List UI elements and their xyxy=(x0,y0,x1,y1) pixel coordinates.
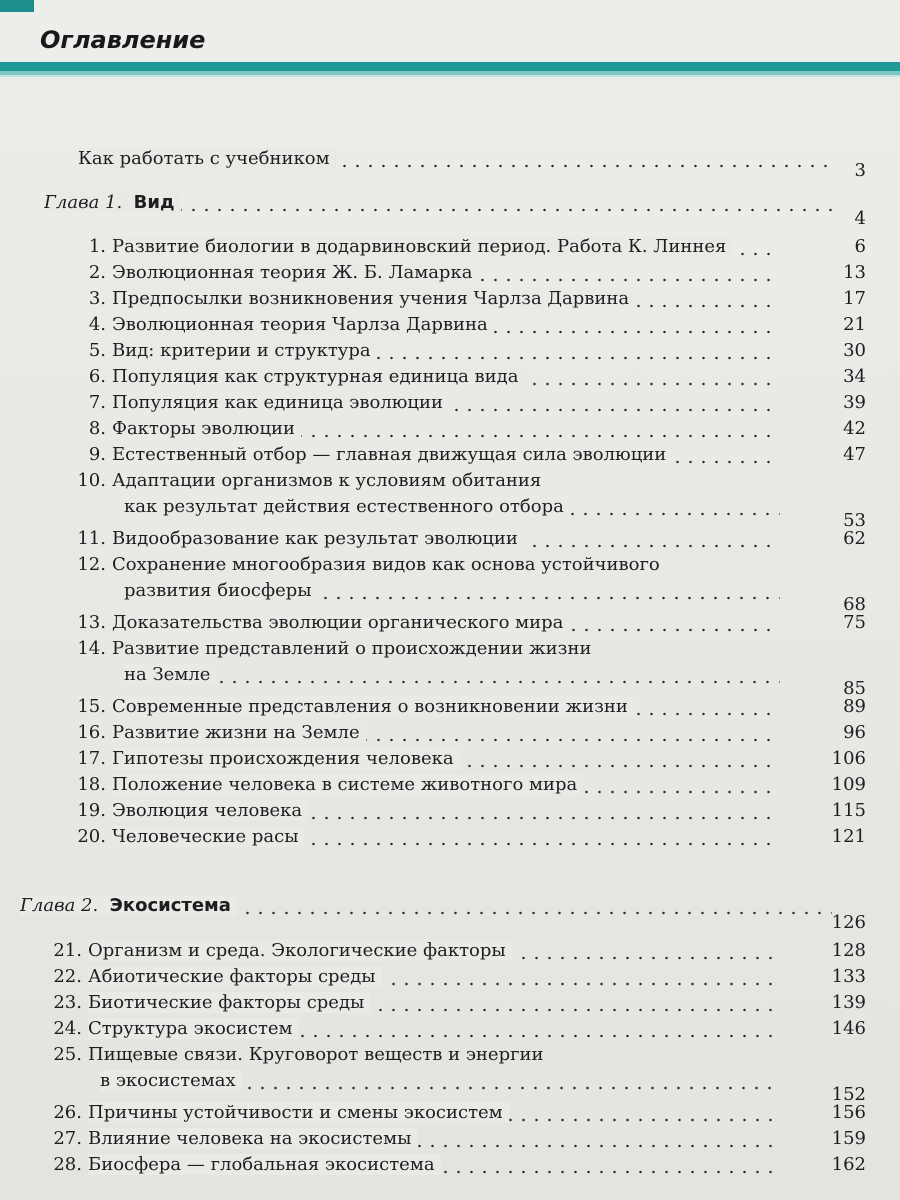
toc-entry-page: 13 xyxy=(843,262,866,283)
toc-entry-page: 47 xyxy=(843,444,866,465)
toc-entry[interactable] xyxy=(0,578,866,615)
toc-entry-label: Развитие жизни на Земле xyxy=(112,722,366,743)
toc-entry-number: 9. xyxy=(88,444,106,465)
chapter-page: 4 xyxy=(854,208,866,229)
toc-entry-label: Абиотические факторы среды xyxy=(88,966,382,987)
toc-entry-page: 42 xyxy=(843,418,866,439)
toc-entry[interactable] xyxy=(0,964,866,990)
toc-entry-page: 115 xyxy=(831,800,866,821)
toc-entry-number: 18. xyxy=(77,774,106,795)
toc-entry-number: 8. xyxy=(88,418,106,439)
toc-entry-number: 3. xyxy=(88,288,106,309)
toc-entry[interactable] xyxy=(0,260,866,286)
toc-entry-page: 133 xyxy=(831,966,866,987)
toc-entry-number: 7. xyxy=(88,392,106,413)
toc-entry-label: Вид: критерии и структура xyxy=(112,340,377,361)
toc-entry-label: Популяция как структурная единица вида xyxy=(112,366,525,387)
toc-entry-page: 106 xyxy=(831,748,866,769)
toc-entry-label: Доказательства эволюции органического мира xyxy=(112,612,569,633)
toc-entry-label: Как работать с учебником xyxy=(78,148,336,169)
toc-entry-number: 16. xyxy=(77,722,106,743)
toc-entry-number: 14. xyxy=(77,638,106,659)
toc-entry-label: Развитие биологии в додарвиновский период. Работа К. Линнея xyxy=(112,236,732,257)
toc-entry[interactable] xyxy=(0,312,866,338)
toc-entry-label: Эволюционная теория Ж. Б. Ламарка xyxy=(112,262,478,283)
toc-entry-label[interactable]: Сохранение многообразия видов как основа устойчивого xyxy=(112,554,660,575)
toc-entry-page: 53 xyxy=(843,510,866,531)
toc-entry-page: 34 xyxy=(843,366,866,387)
toc-entry-number: 22. xyxy=(53,966,82,987)
toc-entry[interactable] xyxy=(0,1152,866,1178)
header-band-pale xyxy=(0,75,900,77)
toc-entry[interactable] xyxy=(0,390,866,416)
toc-entry-label-continued: на Земле xyxy=(124,664,216,685)
toc-entry-page: 156 xyxy=(831,1102,866,1123)
toc-entry-page: 89 xyxy=(843,696,866,717)
toc-entry-page: 152 xyxy=(831,1084,866,1105)
toc-entry-label: Влияние человека на экосистемы xyxy=(88,1128,417,1149)
toc-entry-page: 6 xyxy=(854,236,866,257)
toc-entry-label: Эволюционная теория Чарлза Дарвина xyxy=(112,314,494,335)
toc-entry-number: 4. xyxy=(88,314,106,335)
toc-entry-page: 96 xyxy=(843,722,866,743)
toc-entry[interactable] xyxy=(0,1100,866,1126)
toc-entry[interactable] xyxy=(0,526,866,552)
toc-entry-number: 5. xyxy=(88,340,106,361)
toc-entry-label: Факторы эволюции xyxy=(112,418,301,439)
toc-entry-page: 159 xyxy=(831,1128,866,1149)
toc-entry-label: Биотические факторы среды xyxy=(88,992,370,1013)
toc-entry-page: 21 xyxy=(843,314,866,335)
toc-entry-page: 85 xyxy=(843,678,866,699)
toc-entry-label-continued: развития биосферы xyxy=(124,580,318,601)
toc-entry-label: Причины устойчивости и смены экосистем xyxy=(88,1102,509,1123)
toc-entry-number: 11. xyxy=(77,528,106,549)
toc-entry-label: Биосфера — глобальная экосистема xyxy=(88,1154,441,1175)
toc-entry-page: 17 xyxy=(843,288,866,309)
toc-entry-label: Положение человека в системе животного мира xyxy=(112,774,583,795)
toc-entry-label[interactable]: Развитие представлений о происхождении жизни xyxy=(112,638,592,659)
toc-entry-page: 128 xyxy=(831,940,866,961)
toc-entry[interactable] xyxy=(0,1068,866,1105)
corner-color-mark xyxy=(0,0,34,12)
toc-entry[interactable] xyxy=(0,610,866,636)
toc-entry-label-continued: в экосистемах xyxy=(100,1070,242,1091)
toc-entry[interactable] xyxy=(0,338,866,364)
toc-entry-label: Структура экосистем xyxy=(88,1018,299,1039)
toc-entry-label: Популяция как единица эволюции xyxy=(112,392,449,413)
toc-entry-number: 12. xyxy=(77,554,106,575)
header-band xyxy=(0,62,900,71)
toc-entry-page: 39 xyxy=(843,392,866,413)
toc-entry-label: Естественный отбор — главная движущая сила эволюции xyxy=(112,444,672,465)
page-title: Оглавление xyxy=(40,26,206,54)
toc-entry-page: 30 xyxy=(843,340,866,361)
toc-entry-label: Эволюция человека xyxy=(112,800,308,821)
toc-entry-number: 17. xyxy=(77,748,106,769)
toc-entry-number: 20. xyxy=(77,826,106,847)
toc-entry-page: 139 xyxy=(831,992,866,1013)
toc-entry[interactable] xyxy=(0,286,866,312)
toc-entry[interactable] xyxy=(0,1126,866,1152)
toc-entry-number: 25. xyxy=(53,1044,82,1065)
chapter-name: Экосистема xyxy=(109,895,231,916)
toc-entry-label: Современные представления о возникновении жизни xyxy=(112,696,634,717)
chapter-page: 126 xyxy=(831,912,866,933)
toc-entry[interactable] xyxy=(0,494,866,531)
toc-entry-label: Организм и среда. Экологические факторы xyxy=(88,940,512,961)
toc-entry[interactable] xyxy=(0,798,866,824)
toc-entry-number: 26. xyxy=(53,1102,82,1123)
toc-entry[interactable] xyxy=(0,746,866,772)
toc-entry-number: 2. xyxy=(88,262,106,283)
chapter-prefix: Глава 2. xyxy=(20,895,99,916)
toc-entry-number: 27. xyxy=(53,1128,82,1149)
toc-entry-page: 75 xyxy=(843,612,866,633)
toc-entry[interactable] xyxy=(0,694,866,720)
toc-entry[interactable] xyxy=(0,772,866,798)
toc-entry-number: 1. xyxy=(88,236,106,257)
toc-entry[interactable] xyxy=(0,720,866,746)
chapter-prefix: Глава 1. xyxy=(44,192,123,213)
chapter-name: Вид xyxy=(133,192,175,213)
toc-entry-number: 15. xyxy=(77,696,106,717)
toc-entry[interactable] xyxy=(0,938,866,964)
toc-entry-number: 6. xyxy=(88,366,106,387)
toc-entry-number: 23. xyxy=(53,992,82,1013)
toc-entry-label[interactable]: Пищевые связи. Круговорот веществ и энергии xyxy=(88,1044,544,1065)
toc-entry-label: Видообразование как результат эволюции xyxy=(112,528,524,549)
toc-entry-page: 146 xyxy=(831,1018,866,1039)
toc-entry-page: 62 xyxy=(843,528,866,549)
toc-entry-number: 24. xyxy=(53,1018,82,1039)
toc-entry-number: 28. xyxy=(53,1154,82,1175)
toc-entry-page: 68 xyxy=(843,594,866,615)
toc-entry-number: 21. xyxy=(53,940,82,961)
toc-entry-label: Человеческие расы xyxy=(112,826,305,847)
toc-entry-label[interactable]: Адаптации организмов к условиям обитания xyxy=(112,470,542,491)
toc-entry[interactable] xyxy=(0,234,866,260)
toc-entry[interactable] xyxy=(0,1016,866,1042)
toc-entry[interactable] xyxy=(0,364,866,390)
toc-entry-label: Предпосылки возникновения учения Чарлза Дарвина xyxy=(112,288,635,309)
toc-entry[interactable] xyxy=(0,442,866,468)
toc-entry[interactable] xyxy=(0,416,866,442)
toc-entry[interactable] xyxy=(0,824,866,850)
toc-entry-label: Гипотезы происхождения человека xyxy=(112,748,460,769)
toc-entry-number: 13. xyxy=(77,612,106,633)
toc-entry-number: 10. xyxy=(77,470,106,491)
toc-entry-label-continued: как результат действия естественного отбора xyxy=(124,496,570,517)
toc-entry-number: 19. xyxy=(77,800,106,821)
toc-entry-page: 162 xyxy=(831,1154,866,1175)
toc-entry-page: 121 xyxy=(831,826,866,847)
toc-entry-page: 109 xyxy=(831,774,866,795)
toc-entry[interactable] xyxy=(0,662,866,699)
toc-entry-page: 3 xyxy=(854,160,866,181)
toc-entry[interactable] xyxy=(0,990,866,1016)
